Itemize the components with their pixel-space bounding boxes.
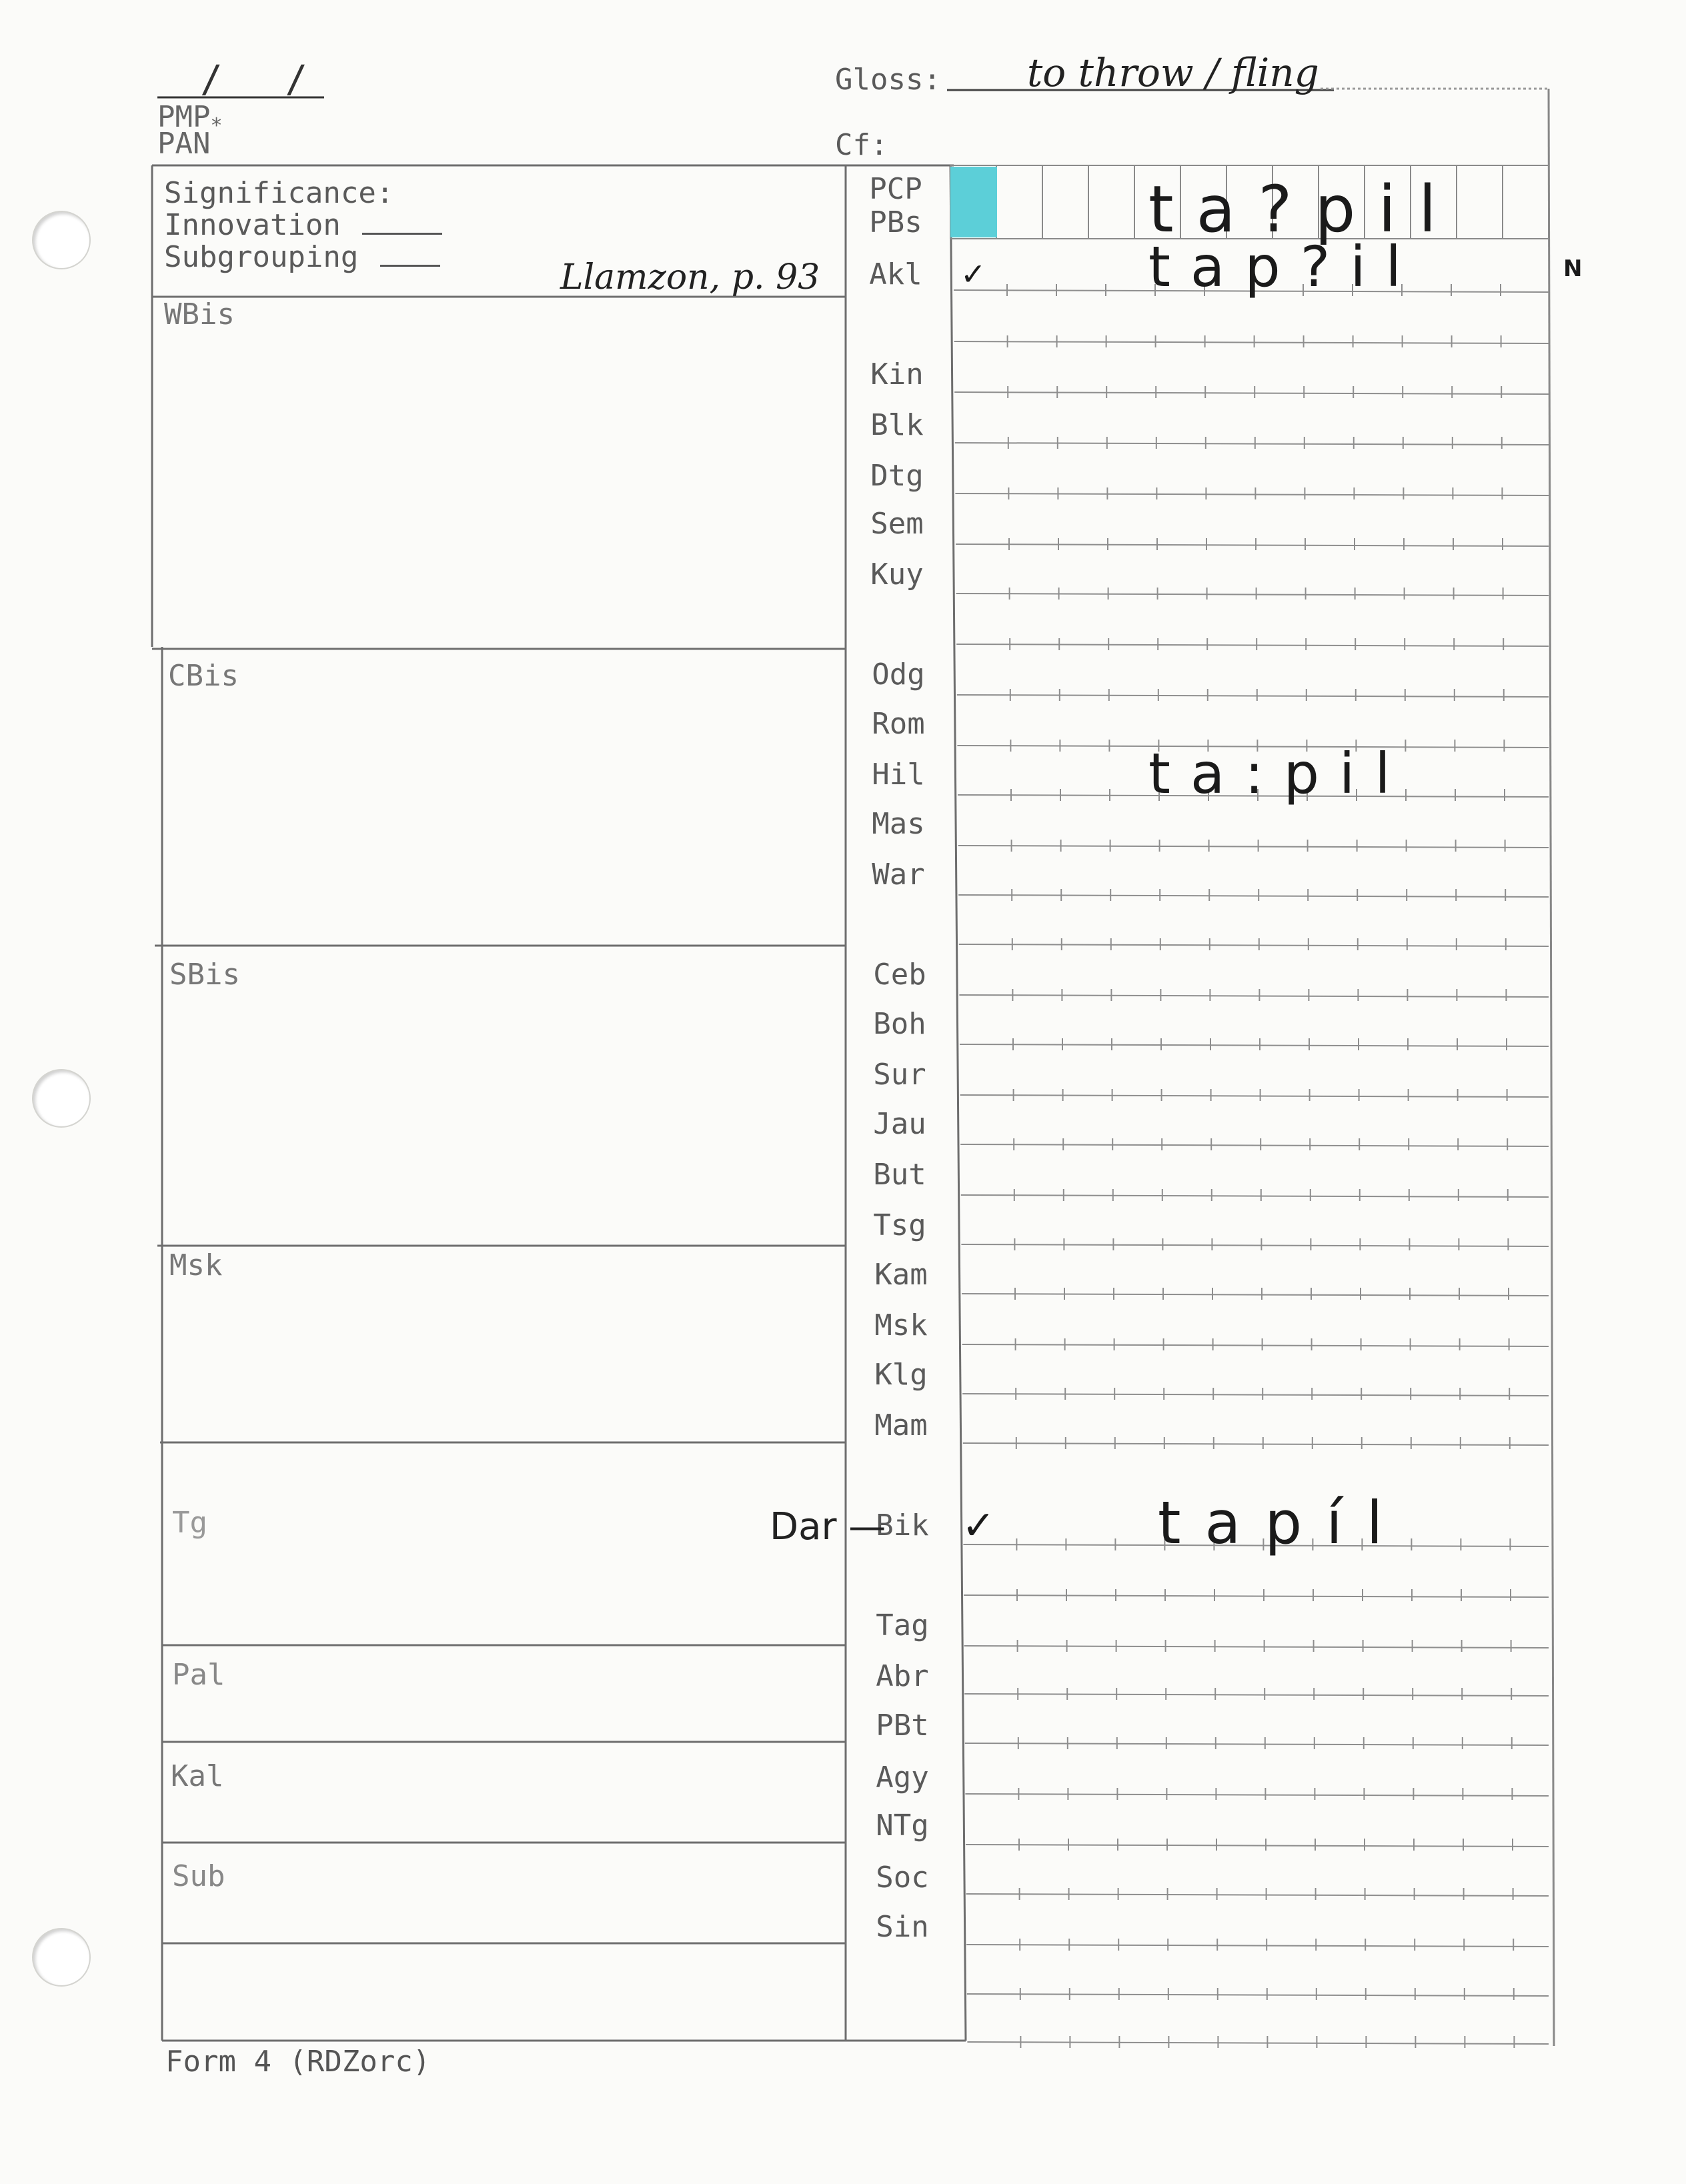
- lang-dtg: Dtg: [870, 459, 924, 493]
- entry-row-line: [959, 995, 1549, 997]
- entry-row-line: [955, 443, 1549, 445]
- lang-klg: Klg: [874, 1358, 928, 1392]
- pcp-highlight-cell: [950, 167, 997, 237]
- akl-check: ✓: [960, 256, 986, 292]
- bik-form: tapíl: [1158, 1488, 1407, 1557]
- pmp-star: *: [210, 114, 223, 137]
- lang-pcp: PCP: [869, 172, 922, 206]
- subgrouping-label: [164, 240, 440, 274]
- pmp-text: PMP: [157, 100, 211, 134]
- entry-row-line: [959, 944, 1549, 946]
- lang-hil: Hil: [872, 758, 925, 792]
- lang-pbs: PBs: [869, 205, 922, 239]
- innovation-text: Innovation: [164, 208, 341, 242]
- entry-row-line: [967, 1994, 1549, 1996]
- lang-mam: Mam: [874, 1408, 928, 1442]
- lang-ceb: Ceb: [873, 958, 926, 992]
- gloss-value: to throw / fling: [1027, 50, 1319, 95]
- form-footer: Form 4 (RDZorc): [165, 2045, 431, 2079]
- entry-row-line: [957, 695, 1549, 697]
- lang-abr: Abr: [876, 1659, 929, 1693]
- pan-label: PAN: [157, 127, 211, 161]
- entry-row-line: [965, 1743, 1549, 1745]
- group-cbis: CBis: [168, 659, 239, 693]
- lang-war: War: [872, 858, 925, 892]
- lang-tag: Tag: [876, 1608, 929, 1643]
- entry-row-line: [966, 1845, 1549, 1847]
- group-msk: Msk: [169, 1248, 223, 1282]
- lang-kin: Kin: [870, 357, 924, 391]
- entry-row-line: [960, 1044, 1549, 1046]
- lang-but: But: [873, 1158, 926, 1192]
- innovation-label: [164, 208, 442, 242]
- entry-row-line: [966, 1945, 1549, 1947]
- lang-rom: Rom: [872, 707, 925, 741]
- akl-note: N: [1563, 255, 1583, 282]
- cf-label: Cf:: [835, 128, 888, 162]
- hil-form: ta:pil: [1148, 741, 1411, 806]
- group-kal: Kal: [171, 1759, 224, 1793]
- lang-odg: Odg: [872, 658, 925, 692]
- lang-pbt: PBt: [876, 1709, 929, 1743]
- lang-agy: Agy: [876, 1761, 929, 1795]
- entry-row-line: [960, 1095, 1549, 1097]
- entry-row-line: [956, 544, 1549, 546]
- entry-row-line: [956, 644, 1549, 646]
- date-marks: / /: [200, 58, 328, 101]
- lang-mas: Mas: [872, 807, 925, 841]
- significance-title: Significance:: [164, 176, 394, 210]
- pcp-form: ta?pil: [1148, 172, 1459, 247]
- entry-row-line: [962, 1294, 1549, 1296]
- entry-row-line: [961, 1195, 1549, 1197]
- lang-bik: Bik: [876, 1508, 929, 1542]
- entry-row-line: [958, 895, 1549, 897]
- lang-kuy: Kuy: [870, 558, 924, 592]
- lang-akl: Akl: [869, 257, 922, 291]
- lang-sem: Sem: [870, 507, 924, 541]
- group-pal: Pal: [172, 1658, 225, 1692]
- lang-msk: Msk: [874, 1308, 928, 1342]
- entry-row-line: [961, 1244, 1549, 1246]
- entry-row-line: [954, 392, 1549, 394]
- entry-row-line: [962, 1344, 1549, 1346]
- entry-row-line: [964, 1646, 1549, 1648]
- group-sub: Sub: [172, 1859, 225, 1893]
- subgrouping-blank: [380, 265, 440, 267]
- lang-kam: Kam: [874, 1258, 928, 1292]
- lang-tsg: Tsg: [873, 1208, 926, 1242]
- lang-ntg: NTg: [876, 1809, 929, 1843]
- entry-row-line: [964, 1694, 1549, 1696]
- bik-check: ✓: [962, 1502, 996, 1549]
- lang-soc: Soc: [876, 1861, 929, 1895]
- entry-row-line: [956, 594, 1549, 596]
- bik-prefix: Dar —: [770, 1505, 886, 1548]
- group-wbis: WBis: [164, 297, 235, 331]
- gloss-label: Gloss:: [835, 63, 941, 97]
- entry-row-line: [966, 1894, 1549, 1896]
- lang-jau: Jau: [873, 1107, 926, 1141]
- lang-blk: Blk: [870, 408, 924, 442]
- lang-sin: Sin: [876, 1910, 929, 1944]
- entry-row-line: [965, 1794, 1549, 1796]
- entry-row-line: [958, 846, 1549, 848]
- entry-row-line: [954, 341, 1549, 343]
- innovation-blank: [362, 233, 442, 235]
- group-sbis: SBis: [169, 958, 240, 992]
- entry-row-line: [955, 493, 1549, 495]
- lang-boh: Boh: [873, 1007, 926, 1041]
- subgrouping-text: Subgrouping: [164, 240, 359, 274]
- entry-row-line: [960, 1144, 1549, 1146]
- akl-form: tap?il: [1148, 234, 1421, 299]
- entry-row-line: [967, 2042, 1549, 2044]
- lang-sur: Sur: [873, 1058, 926, 1092]
- source-note: Llamzon, p. 93: [560, 257, 820, 297]
- group-tg: Tg: [172, 1506, 207, 1540]
